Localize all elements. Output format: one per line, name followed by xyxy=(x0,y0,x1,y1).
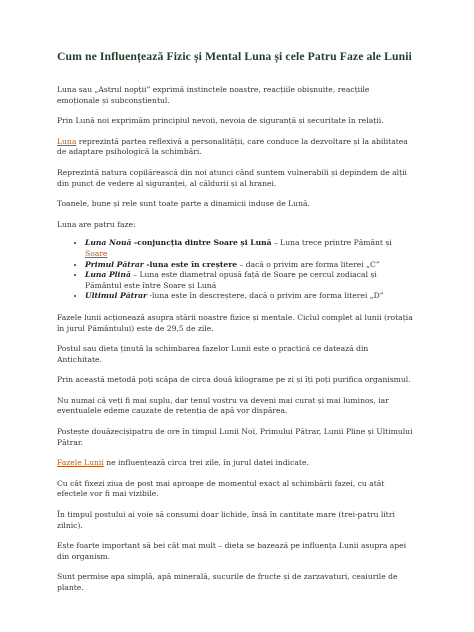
paragraph: Este foarte important să bei cât mai mult – dieta se bazează pe influența Lunii asupra apei din organism. xyxy=(57,541,407,561)
paragraph: Fazele lunii acționează asupra stării noastre fizice și mentale. Ciclul complet al lunii (rotația în jurul Pământului) este de 29,5 de zile. xyxy=(57,312,413,333)
soare-link[interactable]: Soare xyxy=(85,248,108,258)
paragraph: Nu numai că veți fi mai suplu, dar tenul vostru va deveni mai curat și mai luminos, iar eventualele edeme cauzate de retenția de apă vor dispărea. xyxy=(57,395,389,416)
paragraph: Prin această metodă poți scăpa de circa două kilograme pe zi și îți poți purifica organismul. xyxy=(57,375,411,385)
paragraph: Postește douăzecișipatru de ore în timpul Lunii Noi, Primului Pătrar, Lunii Pline și Ultimului Pătrar. xyxy=(57,427,413,447)
paragraph: Luna sau „Astrul nopții” exprimă instinctele noastre, reacțiile obișnuite, reacțiile emoționale și subconștientul. xyxy=(57,85,370,105)
paragraph: Postul sau dieta ținută la schimbarea fazelor Lunii este o practică ce datează din Antichitate. xyxy=(57,344,369,364)
list-item: • Luna Plină – Luna este diametral opusă față de Soare pe cercul zodiacal și Pământul este între Soare și Lună xyxy=(85,270,414,291)
page-title: Cum ne Influențează Fizic și Mental Luna și cele Patru Faze ale Lunii xyxy=(57,50,412,63)
phases-list xyxy=(57,238,414,302)
paragraph: Fazele Lunii ne influențează circa trei zile, în jurul datei indicate. xyxy=(57,458,309,468)
list-item: • Luna Nouă -conjuncția dintre Soare și Lună – Luna trece printre Pământ și Soare xyxy=(85,238,414,259)
paragraph: Luna reprezintă partea reflexivă a personalității, care conduce la dezvoltare și la abilitatea de adaptare psihologică la schimbări. xyxy=(57,136,408,157)
fazele-lunii-link[interactable]: Fazele Lunii xyxy=(57,458,104,468)
paragraph: Luna are patru faze: xyxy=(57,219,136,229)
list-item: • Ultimul Pătrar -luna este în descreștere, dacă o privim are forma literei „D” xyxy=(85,291,414,302)
paragraph: În timpul postului ai voie să consumi doar lichide, însă în cantitate mare (trei-patru litri zilnic). xyxy=(57,510,395,530)
paragraph: Toanele, bune și rele sunt toate parte a dinamicii induse de Lună. xyxy=(57,199,310,209)
paragraph: Reprezintă natura copilărească din noi atunci când suntem vulnerabili și depindem de alții din punct de vedere al siguranței, al căldurii și al hranei. xyxy=(57,167,407,188)
paragraph: Cu cât fixezi ziua de post mai aproape de momentul exact al schimbării fazei, cu atât efectele vor fi mai vizibile. xyxy=(57,478,385,499)
paragraph: Sunt permise apa simplă, apă minerală, sucurile de fructe și de zarzavaturi, ceaiurile de plante. xyxy=(57,572,398,592)
luna-link[interactable]: Luna xyxy=(57,136,77,146)
list-item: • Primul Pătrar -luna este în creștere – dacă o privim are forma literei „C” xyxy=(85,260,414,271)
paragraph: Prin Lună noi exprimăm principiul nevoii, nevoia de siguranță și securitate în relații. xyxy=(57,116,384,126)
